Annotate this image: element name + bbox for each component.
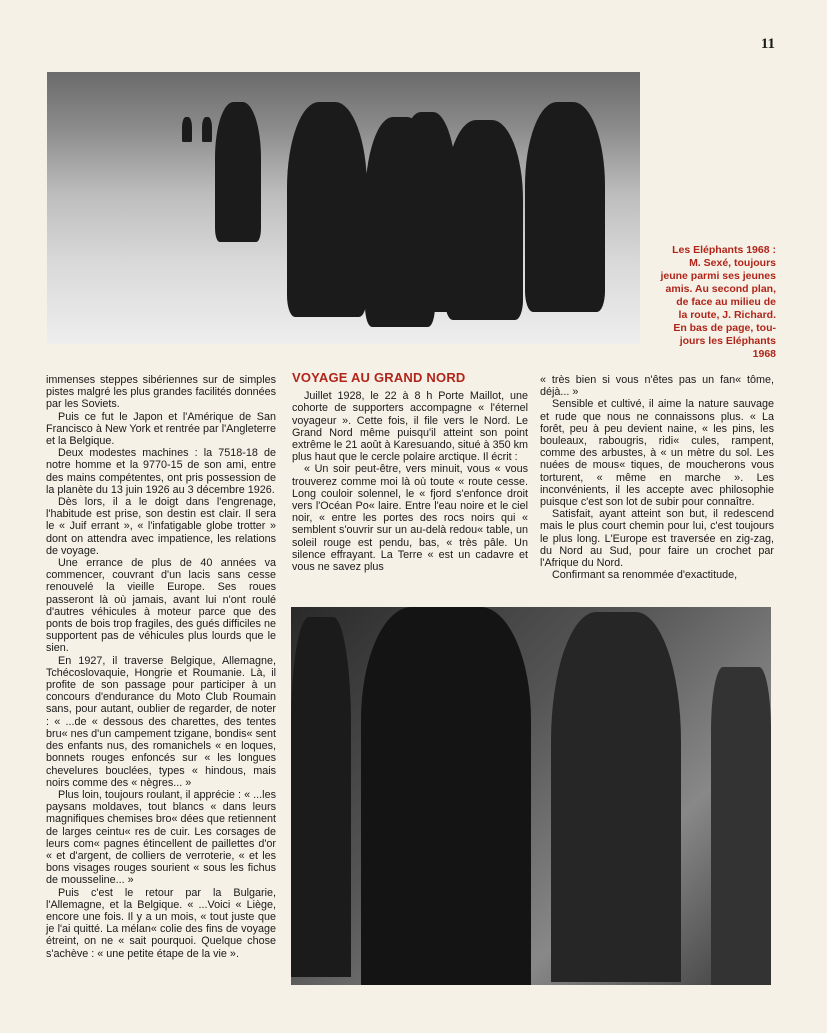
paragraph: immenses steppes sibériennes sur de simples pistes malgré les plus grandes facilités données par les Soviets. [46, 374, 276, 411]
paragraph: Confirmant sa renommée d'exactitude, [552, 569, 738, 582]
paragraph: « Un soir peut-être, vers minuit, vous « vous trouverez comme moi là où toute « route cesse. Long couloir solennel, le « fjord s'enfonce droit vers l'Océan Po« laire. Entre l'eau noire et le ciel noir, « entre les portes des rocs noirs qui « semblent s'ouvrir sur un au-delà redou« table, un soleil rouge est pendu, bas, « très pâle. Un silence effrayant. La Terre « est un cadavre et vous ne savez plus [292, 463, 528, 574]
paragraph: Puis c'est le retour par la Bulgarie, l'Allemagne, et la Belgique. « ...Voici « Liège, encore une fois. Il y a un mois, « tout juste que je l'ai quitté. La mélan« colie des fins de voyage étreint, on ne « sait pourquoi. Quelque chose s'achève : « une petite étape de la vie ». [46, 886, 276, 960]
paragraph: En 1927, il traverse Belgique, Allemagne, Tchécoslovaquie, Hongrie et Roumanie. Là, il profite de son passage pour participer à un concours d'endurance du Moto Club Roumain sans, pour autant, oublier de regarder, de noter : « ...de « dessous des charettes, des tentes bru« nes d'un campement tzigane, bondis« sent des enfants nus, des romanichels « en loques, bonnets rouges enfoncés sur « les longues chevelures bouclées, types « hindous, mais noirs comme des « nègres... » [46, 654, 276, 789]
paragraph: Deux modestes machines : la 7518-18 de notre homme et la 9770-15 de son ami, entre des mains compétentes, ont pris possession de la planète du 13 juin 1926 au 3 décembre 1926. [46, 447, 276, 496]
caption-line: amis. Au second plan, [665, 283, 776, 295]
caption-line: 1968 [752, 348, 776, 360]
caption-line: de face au milieu de [676, 296, 776, 308]
photo-caption [648, 244, 776, 361]
text-column-3 [540, 374, 774, 581]
caption-line: Les Eléphants 1968 : [672, 244, 776, 256]
text-column-2 [292, 372, 528, 573]
paragraph: Puis ce fut le Japon et l'Amérique de San Francisco à New York et rentrée par l'Angleterre et la Belgique. [46, 410, 276, 448]
caption-line: la route, J. Richard. [678, 309, 776, 321]
paragraph: « très bien si vous n'êtes pas un fan« tôme, déjà... » [540, 374, 774, 399]
paragraph: Plus loin, toujours roulant, il apprécie : « ...les paysans moldaves, tout blancs « dans leurs magnifiques chemises bro« dées que retiennent de larges ceintu« res de cuir. Les corsages de leurs com« pagnes étincellent de paillettes d'or « et d'argent, de colliers de verroterie, « et les bons visages rouges sourient « sous les fichus de mousseline... » [46, 788, 276, 887]
caption-line: jeune parmi ses jeunes [660, 270, 776, 282]
caption-line: En bas de page, tou- [673, 322, 776, 334]
page-number: 11 [760, 36, 775, 52]
paragraph: Une errance de plus de 40 années va commencer, couvrant d'un lacis sans cesse renouvelé la vieille Europe. Ses roues passeront là où jamais, avant lui n'ont roulé d'autres véhicules à moteur parce que des ponts de bois trop fragiles, des gués difficiles ne supportent pas de véhicules plus lourds que le sien. [46, 557, 276, 655]
paragraph: Juillet 1928, le 22 à 8 h Porte Maillot, une cohorte de supporters accompagne « l'éternel voyageur ». Cette fois, il file vers le Nord. Le Grand Nord même puisqu'il atteint son point extrême le 21 août à Karesuando, situé à 350 km plus haut que le cercle polaire arctique. Il écrit : [292, 390, 528, 464]
paragraph: Satisfait, ayant atteint son but, il redescend mais le plus court chemin pour lui, c'est toujours le plus long. L'Europe est traversée en zig-zag, du Nord au Sud, pour faire un crochet par l'Afrique du Nord. [540, 508, 774, 570]
top-photo [47, 72, 640, 344]
caption-line: M. Sexé, toujours [689, 257, 776, 269]
paragraph: Dès lors, il a le doigt dans l'engrenage, l'habitude est prise, son destin est clair. Il sera le « Juif errant », « l'infatigable globe trotter » dont on attendra avec impatience, les relations de voyage. [46, 496, 276, 557]
bottom-photo [291, 607, 771, 985]
paragraph: Sensible et cultivé, il aime la nature sauvage et rude que nous ne connaissons plus. « La forêt, peu à peu devient naine, « les pins, les bouleaux, rabougris, ridi« cules, rampent, comme des arbustes, à « un mètre du sol. Les nuées de mous« tiques, de moucherons vous torturent, « même en marche ». Les inconvénients, il les accepte avec philosophie puisque c'est son lot de subir pour connaître. [540, 398, 774, 509]
text-column-1 [46, 374, 276, 960]
caption-line: jours les Eléphants [679, 335, 776, 347]
section-heading: VOYAGE AU GRAND NORD [292, 370, 466, 385]
